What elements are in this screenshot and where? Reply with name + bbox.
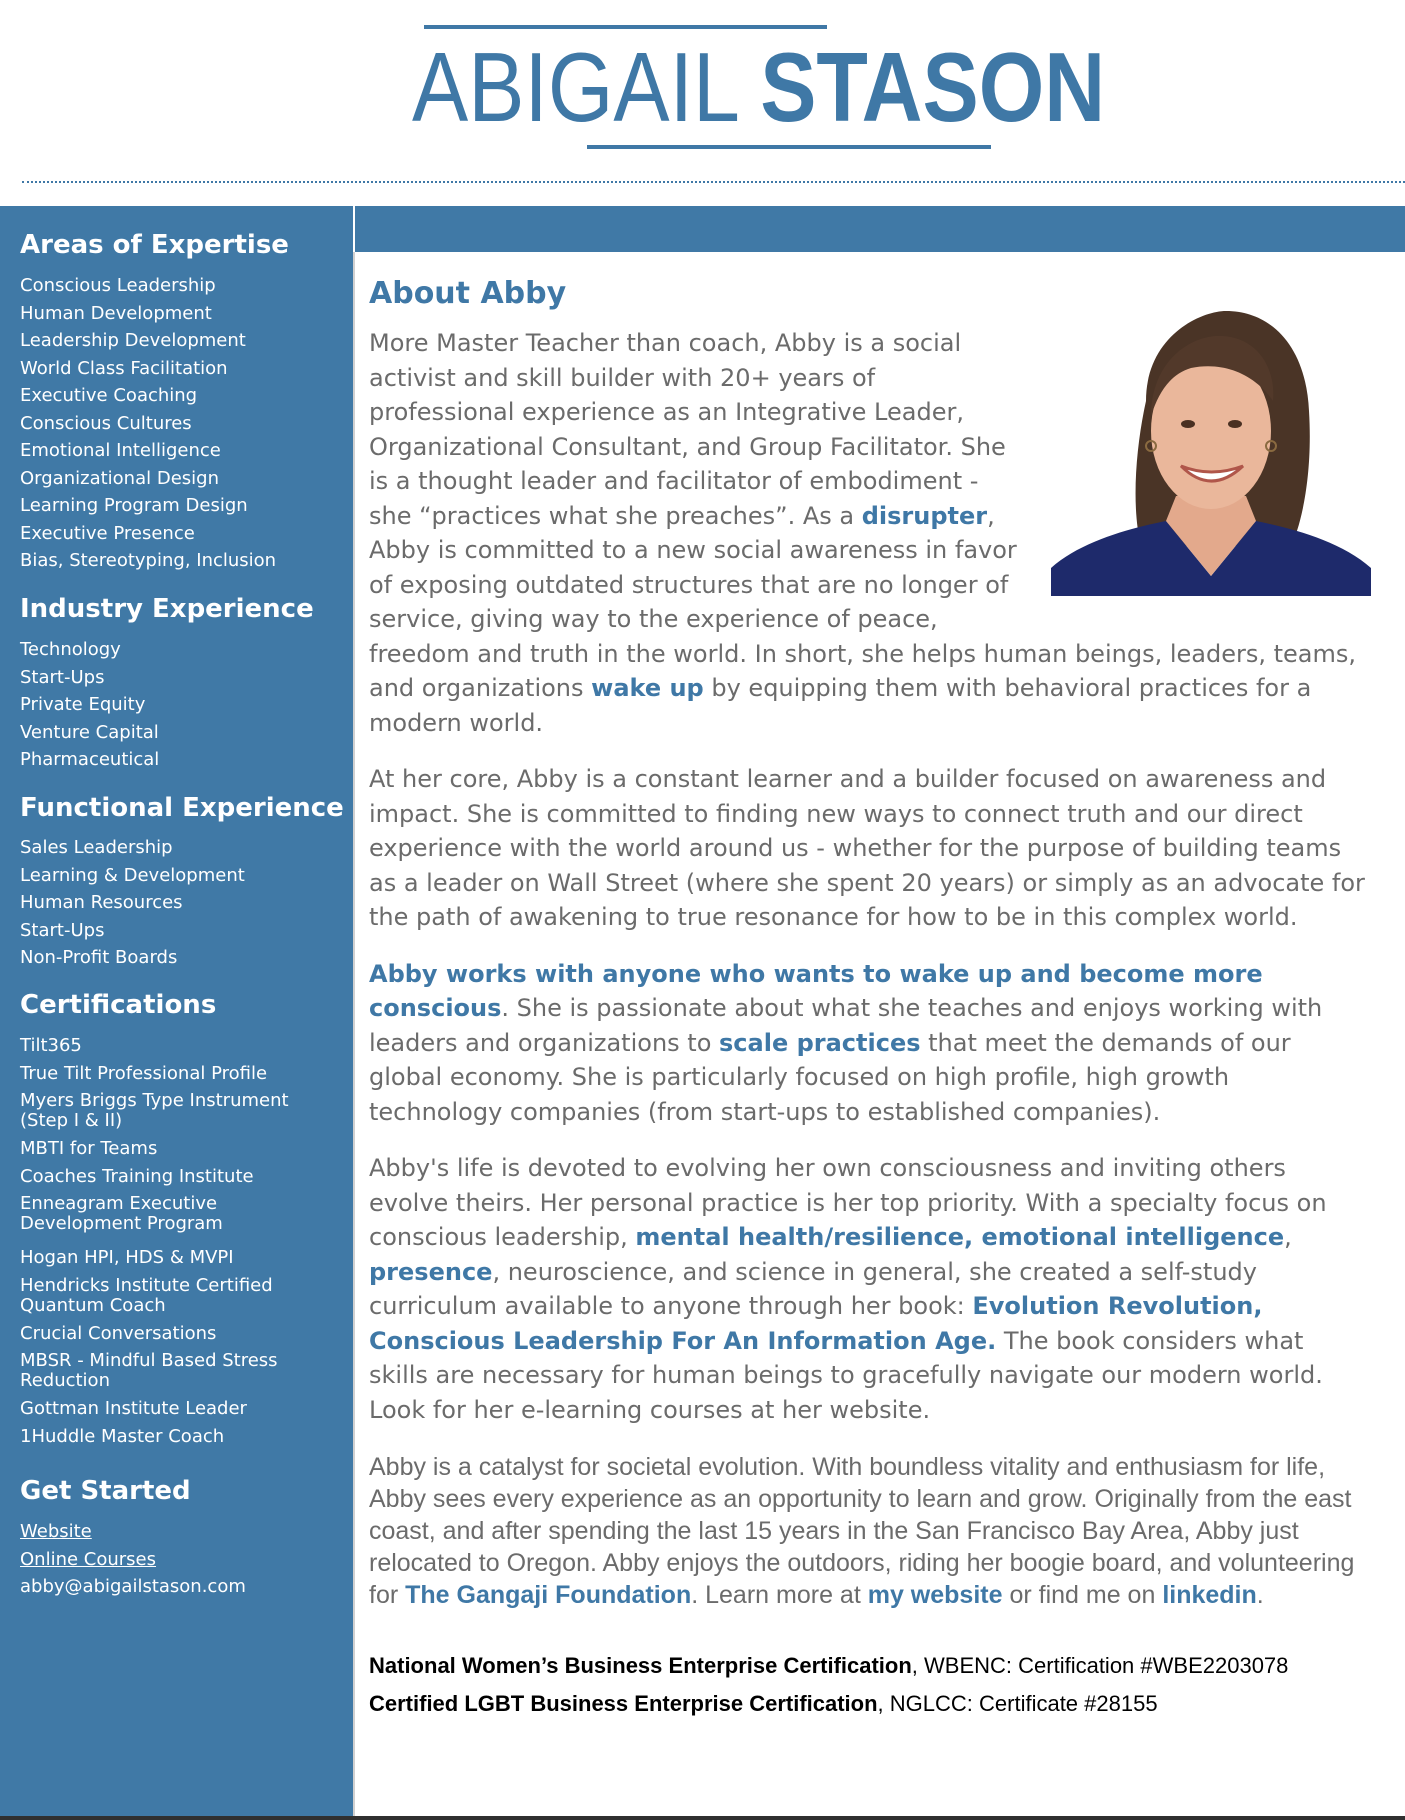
site-header xyxy=(0,0,1405,190)
email-address[interactable]: abby@abigailstason.com xyxy=(20,1576,246,1597)
main-content xyxy=(369,272,1369,1723)
text-segment: . xyxy=(1256,1581,1264,1609)
list-item: Leadership Development xyxy=(20,330,246,351)
list-item: Start-Ups xyxy=(20,919,105,941)
certifications-list xyxy=(20,1032,320,1450)
list-item: Conscious Cultures xyxy=(20,412,192,434)
nglcc-certification xyxy=(369,1685,1369,1723)
expertise-list xyxy=(20,272,276,575)
list-item: Technology xyxy=(20,639,121,660)
list-item: Coaches Training Institute xyxy=(20,1165,254,1187)
list-item: Hogan HPI, HDS & MVPI xyxy=(20,1247,234,1268)
scale-practices-link[interactable]: scale practices xyxy=(719,1028,921,1057)
list-item: World Class Facilitation xyxy=(20,357,228,379)
portrait-image xyxy=(1051,306,1371,596)
text-segment: , neuroscience, and science in general, she created a self-study curriculum available to anyone through her book: xyxy=(369,1257,1257,1320)
list-item: Enneagram Executive Development Program xyxy=(20,1193,223,1234)
cert-detail: , WBENC: Certification #WBE2203078 xyxy=(911,1653,1289,1678)
logo-bottom-rule xyxy=(587,145,991,149)
text-segment: or find me on xyxy=(1002,1581,1163,1609)
content-divider xyxy=(353,252,355,1820)
business-certifications xyxy=(369,1647,1369,1723)
site-logo[interactable] xyxy=(412,30,1106,145)
presence-link[interactable]: presence xyxy=(369,1257,493,1286)
list-item: Conscious Leadership xyxy=(20,275,216,296)
text-segment: , Abby is committed to a new social awareness in favor of exposing outdated structures that are no longer of service, giving way to the experience of peace, xyxy=(369,501,1017,633)
text-segment: More Master Teacher than coach, Abby is a social activist and skill builder with 20+ years of professional experience as an Integrative Leader, Organizational Consultant, and Group Facilitator. She is a thought leader and facilitator of embodiment - she “practices what she preaches”. As a xyxy=(369,329,1006,530)
functional-heading: Functional Experience xyxy=(20,793,344,823)
about-paragraph-2: At her core, Abby is a constant learner and a builder focused on awareness and impact. She is committed to finding new ways to connect truth and our direct experience with the world around us - whether for the purpose of building teams as a leader on Wall Street (where she spent 20 years) or simply as an advocate for the path of awakening to true resonance for how to be in this complex world. xyxy=(369,765,1365,931)
website-link[interactable]: Website xyxy=(20,1521,92,1542)
about-paragraph-3 xyxy=(369,957,1369,1130)
list-item: Private Equity xyxy=(20,694,146,715)
list-item: Hendricks Institute Certified Quantum Coach xyxy=(20,1274,273,1316)
list-item: Myers Briggs Type Instrument (Step I & II) xyxy=(20,1090,289,1131)
industry-list xyxy=(20,636,159,774)
list-item: Human Development xyxy=(20,302,212,324)
list-item: Venture Capital xyxy=(20,721,159,743)
about-paragraph-4 xyxy=(369,1151,1369,1427)
list-item: Bias, Stereotyping, Inclusion xyxy=(20,550,277,571)
content-header-band xyxy=(355,206,1405,252)
book-link[interactable]: Evolution Revolution, Conscious Leadership For An Information Age. xyxy=(369,1292,1263,1355)
wake-up-conscious-link[interactable]: Abby works with anyone who wants to wake up and become more conscious xyxy=(369,959,1263,1022)
text-segment: Abby is a catalyst for societal evolution. With boundless vitality and enthusiasm for life, Abby sees every experience as an opportunity to learn and grow. Originally from the east coast, and after spending the last 15 years in the San Francisco Bay Area, Abby just relocated to Oregon. Abby enjoys the outdoors, riding her boogie board, and volunteering for xyxy=(369,1453,1355,1609)
list-item: Crucial Conversations xyxy=(20,1322,217,1344)
paragraph-wrap xyxy=(369,326,1019,637)
text-segment: that meet the demands of our global economy. She is particularly focused on high profile, high growth technology companies (from start-ups to established companies). xyxy=(369,1028,1291,1126)
list-item: True Tilt Professional Profile xyxy=(20,1062,268,1084)
list-item xyxy=(20,1546,246,1574)
list-item: Start-Ups xyxy=(20,666,105,688)
list-item: Human Resources xyxy=(20,892,183,913)
text-segment: . Learn more at xyxy=(691,1581,868,1609)
list-item: MBTI for Teams xyxy=(20,1138,158,1159)
functional-list xyxy=(20,834,245,972)
get-started-heading: Get Started xyxy=(20,1476,191,1506)
text-segment: . She is passionate about what she teaches and enjoys working with leaders and organizations to xyxy=(369,994,1323,1057)
list-item: Sales Leadership xyxy=(20,837,173,858)
disrupter-link[interactable]: disrupter xyxy=(861,501,988,530)
expertise-heading: Areas of Expertise xyxy=(20,230,289,260)
profile-photo xyxy=(1051,306,1371,596)
list-item: Gottman Institute Leader xyxy=(20,1398,247,1419)
linkedin-link[interactable]: linkedin xyxy=(1162,1581,1257,1609)
header-divider xyxy=(22,181,1405,183)
my-website-link[interactable]: my website xyxy=(867,1581,1003,1609)
logo-first-name: ABIGAIL xyxy=(412,32,737,142)
mental-health-link[interactable]: mental health/resilience, emotional intelligence xyxy=(635,1223,1285,1251)
footer-rule xyxy=(0,1816,1405,1820)
wake-up-link[interactable]: wake up xyxy=(591,674,704,702)
text-segment: freedom and truth in the world. In short, she helps human beings, leaders, teams, and organizations xyxy=(369,639,1356,702)
text-segment: by equipping them with behavioral practices for a modern world. xyxy=(369,674,1312,737)
list-item: 1Huddle Master Coach xyxy=(20,1425,225,1447)
sidebar xyxy=(0,206,353,1820)
industry-heading: Industry Experience xyxy=(20,594,314,624)
list-item: Pharmaceutical xyxy=(20,749,160,770)
cert-detail: , NGLCC: Certificate #28155 xyxy=(877,1691,1158,1716)
certifications-heading: Certifications xyxy=(20,990,217,1020)
logo-top-rule xyxy=(424,25,827,29)
list-item: Non-Profit Boards xyxy=(20,947,178,968)
list-item: Executive Presence xyxy=(20,522,195,544)
list-item: Tilt365 xyxy=(20,1035,82,1056)
list-item: Executive Coaching xyxy=(20,385,198,406)
cert-title: Certified LGBT Business Enterprise Certification xyxy=(369,1691,878,1716)
list-item: MBSR - Mindful Based Stress Reduction xyxy=(20,1350,278,1391)
get-started-list xyxy=(20,1518,246,1601)
text-segment: , xyxy=(1284,1223,1292,1251)
logo-last-name: STASON xyxy=(760,32,1106,142)
about-paragraph-5 xyxy=(369,1451,1369,1611)
list-item: Learning Program Design xyxy=(20,495,248,516)
list-item: Emotional Intelligence xyxy=(20,440,221,461)
gangaji-foundation-link[interactable]: The Gangaji Foundation xyxy=(405,1581,692,1609)
page-title: About Abby xyxy=(369,276,567,311)
list-item: Learning & Development xyxy=(20,864,245,886)
text-segment: The book considers what skills are necessary for human beings to gracefully navigate our modern world. Look for her e-learning courses at her website. xyxy=(369,1326,1323,1424)
cert-title: National Women’s Business Enterprise Certification xyxy=(369,1653,912,1678)
list-item: Organizational Design xyxy=(20,467,219,489)
text-segment: Abby's life is devoted to evolving her own consciousness and inviting others evolve theirs. Her personal practice is her top priority. With a specialty focus on conscious leadership, xyxy=(369,1154,1327,1251)
online-courses-link[interactable]: Online Courses xyxy=(20,1548,157,1570)
list-item xyxy=(20,1518,246,1546)
wbenc-certification xyxy=(369,1647,1369,1685)
